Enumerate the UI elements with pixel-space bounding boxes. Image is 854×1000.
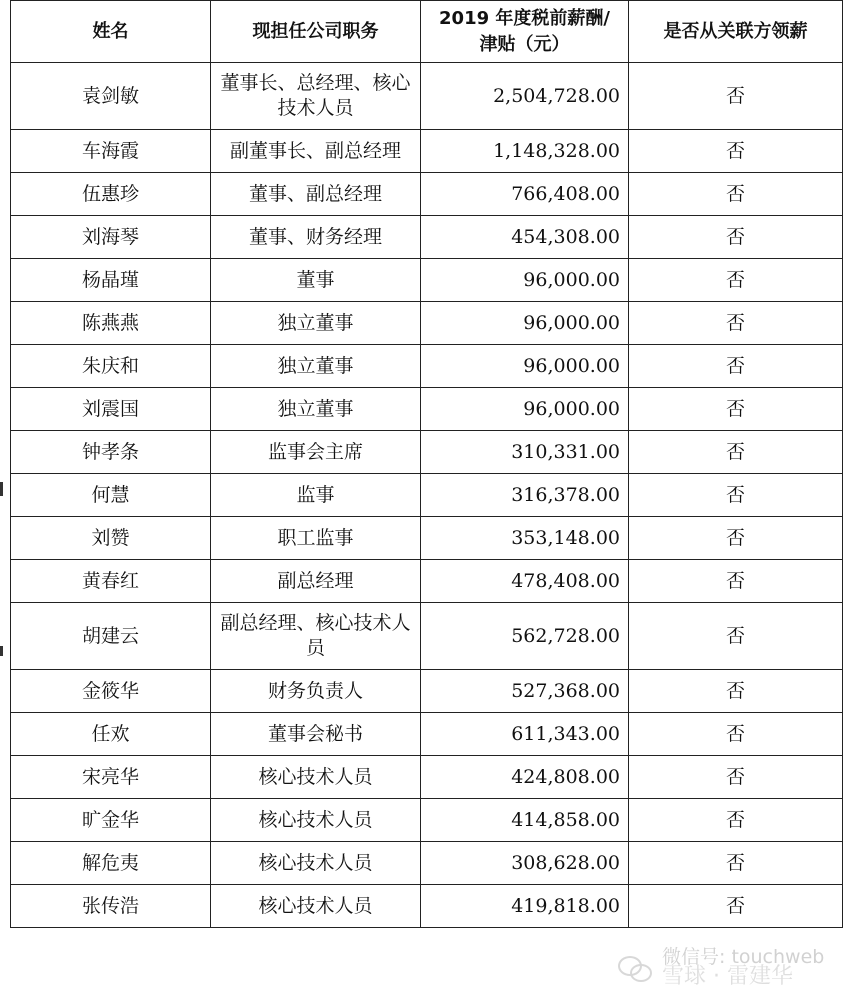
cell-position: 监事会主席 [211, 431, 421, 474]
cell-position: 独立董事 [211, 302, 421, 345]
cell-related: 否 [629, 842, 843, 885]
cell-pay: 562,728.00 [421, 603, 629, 670]
cell-pay: 414,858.00 [421, 799, 629, 842]
cell-related: 否 [629, 63, 843, 130]
table-row [11, 388, 843, 431]
cell-related: 否 [629, 756, 843, 799]
cell-name: 金筱华 [11, 670, 211, 713]
cell-name: 宋亮华 [11, 756, 211, 799]
cell-position: 董事长、总经理、核心技术人员 [211, 63, 421, 130]
cell-related: 否 [629, 130, 843, 173]
cell-pay: 2,504,728.00 [421, 63, 629, 130]
cell-pay: 96,000.00 [421, 388, 629, 431]
cell-pay: 424,808.00 [421, 756, 629, 799]
cell-related: 否 [629, 799, 843, 842]
cell-name: 刘赞 [11, 517, 211, 560]
cell-position: 职工监事 [211, 517, 421, 560]
cell-name: 朱庆和 [11, 345, 211, 388]
cell-pay: 316,378.00 [421, 474, 629, 517]
table-row [11, 756, 843, 799]
cell-name: 刘震国 [11, 388, 211, 431]
cell-related: 否 [629, 216, 843, 259]
cell-related: 否 [629, 885, 843, 928]
header-pay [421, 1, 629, 63]
cell-related: 否 [629, 431, 843, 474]
cell-pay: 96,000.00 [421, 345, 629, 388]
cell-name: 伍惠珍 [11, 173, 211, 216]
cell-position: 副总经理、核心技术人员 [211, 603, 421, 670]
table-row [11, 302, 843, 345]
cell-pay: 478,408.00 [421, 560, 629, 603]
cell-related: 否 [629, 388, 843, 431]
table-body [11, 63, 843, 928]
cell-pay: 419,818.00 [421, 885, 629, 928]
cell-name: 张传浩 [11, 885, 211, 928]
cell-position: 董事会秘书 [211, 713, 421, 756]
cell-name: 袁剑敏 [11, 63, 211, 130]
cell-position: 副董事长、副总经理 [211, 130, 421, 173]
cell-name: 何慧 [11, 474, 211, 517]
cell-related: 否 [629, 474, 843, 517]
watermark-text [662, 947, 824, 987]
header-position: 现担任公司职务 [211, 1, 421, 63]
cell-position: 董事、副总经理 [211, 173, 421, 216]
cell-name: 任欢 [11, 713, 211, 756]
cell-name: 胡建云 [11, 603, 211, 670]
cell-pay: 611,343.00 [421, 713, 629, 756]
header-name: 姓名 [11, 1, 211, 63]
table-row [11, 670, 843, 713]
compensation-table [10, 0, 843, 928]
table-row [11, 431, 843, 474]
cell-position: 核心技术人员 [211, 885, 421, 928]
cell-pay: 527,368.00 [421, 670, 629, 713]
cell-related: 否 [629, 173, 843, 216]
cell-name: 陈燕燕 [11, 302, 211, 345]
cell-position: 董事 [211, 259, 421, 302]
table-row [11, 345, 843, 388]
table-row [11, 799, 843, 842]
table-row [11, 603, 843, 670]
table-header-row [11, 1, 843, 63]
cell-related: 否 [629, 603, 843, 670]
cell-name: 黄春红 [11, 560, 211, 603]
cell-pay: 353,148.00 [421, 517, 629, 560]
cell-pay: 308,628.00 [421, 842, 629, 885]
cell-position: 核心技术人员 [211, 842, 421, 885]
cell-pay: 96,000.00 [421, 259, 629, 302]
cell-pay: 96,000.00 [421, 302, 629, 345]
cell-position: 财务负责人 [211, 670, 421, 713]
table-row [11, 259, 843, 302]
table-row [11, 474, 843, 517]
header-related: 是否从关联方领薪 [629, 1, 843, 63]
cell-name: 刘海琴 [11, 216, 211, 259]
cell-related: 否 [629, 713, 843, 756]
margin-mark [0, 646, 3, 656]
cell-related: 否 [629, 670, 843, 713]
cell-position: 核心技术人员 [211, 799, 421, 842]
table-row [11, 560, 843, 603]
table-row [11, 130, 843, 173]
margin-mark [0, 482, 3, 496]
cell-name: 解危夷 [11, 842, 211, 885]
table-row [11, 842, 843, 885]
wechat-icon [618, 952, 654, 982]
table-row [11, 63, 843, 130]
watermark [618, 944, 848, 990]
table-row [11, 885, 843, 928]
cell-related: 否 [629, 345, 843, 388]
cell-related: 否 [629, 302, 843, 345]
table-row [11, 173, 843, 216]
watermark-line1: 微信号: touchweb [662, 946, 825, 968]
cell-related: 否 [629, 259, 843, 302]
cell-name: 杨晶瑾 [11, 259, 211, 302]
header-pay-line2: 津贴（元） [479, 33, 570, 55]
cell-position: 副总经理 [211, 560, 421, 603]
cell-related: 否 [629, 517, 843, 560]
cell-name: 旷金华 [11, 799, 211, 842]
table-row [11, 713, 843, 756]
cell-position: 独立董事 [211, 345, 421, 388]
cell-position: 核心技术人员 [211, 756, 421, 799]
cell-pay: 1,148,328.00 [421, 130, 629, 173]
watermark-line2: 雪球 · 雷建华 [662, 964, 793, 989]
cell-position: 监事 [211, 474, 421, 517]
cell-pay: 310,331.00 [421, 431, 629, 474]
cell-position: 独立董事 [211, 388, 421, 431]
cell-name: 车海霞 [11, 130, 211, 173]
cell-name: 钟孝条 [11, 431, 211, 474]
table-row [11, 216, 843, 259]
header-pay-line1: 2019 年度税前薪酬/ [439, 7, 610, 29]
cell-position: 董事、财务经理 [211, 216, 421, 259]
cell-related: 否 [629, 560, 843, 603]
table-row [11, 517, 843, 560]
cell-pay: 766,408.00 [421, 173, 629, 216]
cell-pay: 454,308.00 [421, 216, 629, 259]
